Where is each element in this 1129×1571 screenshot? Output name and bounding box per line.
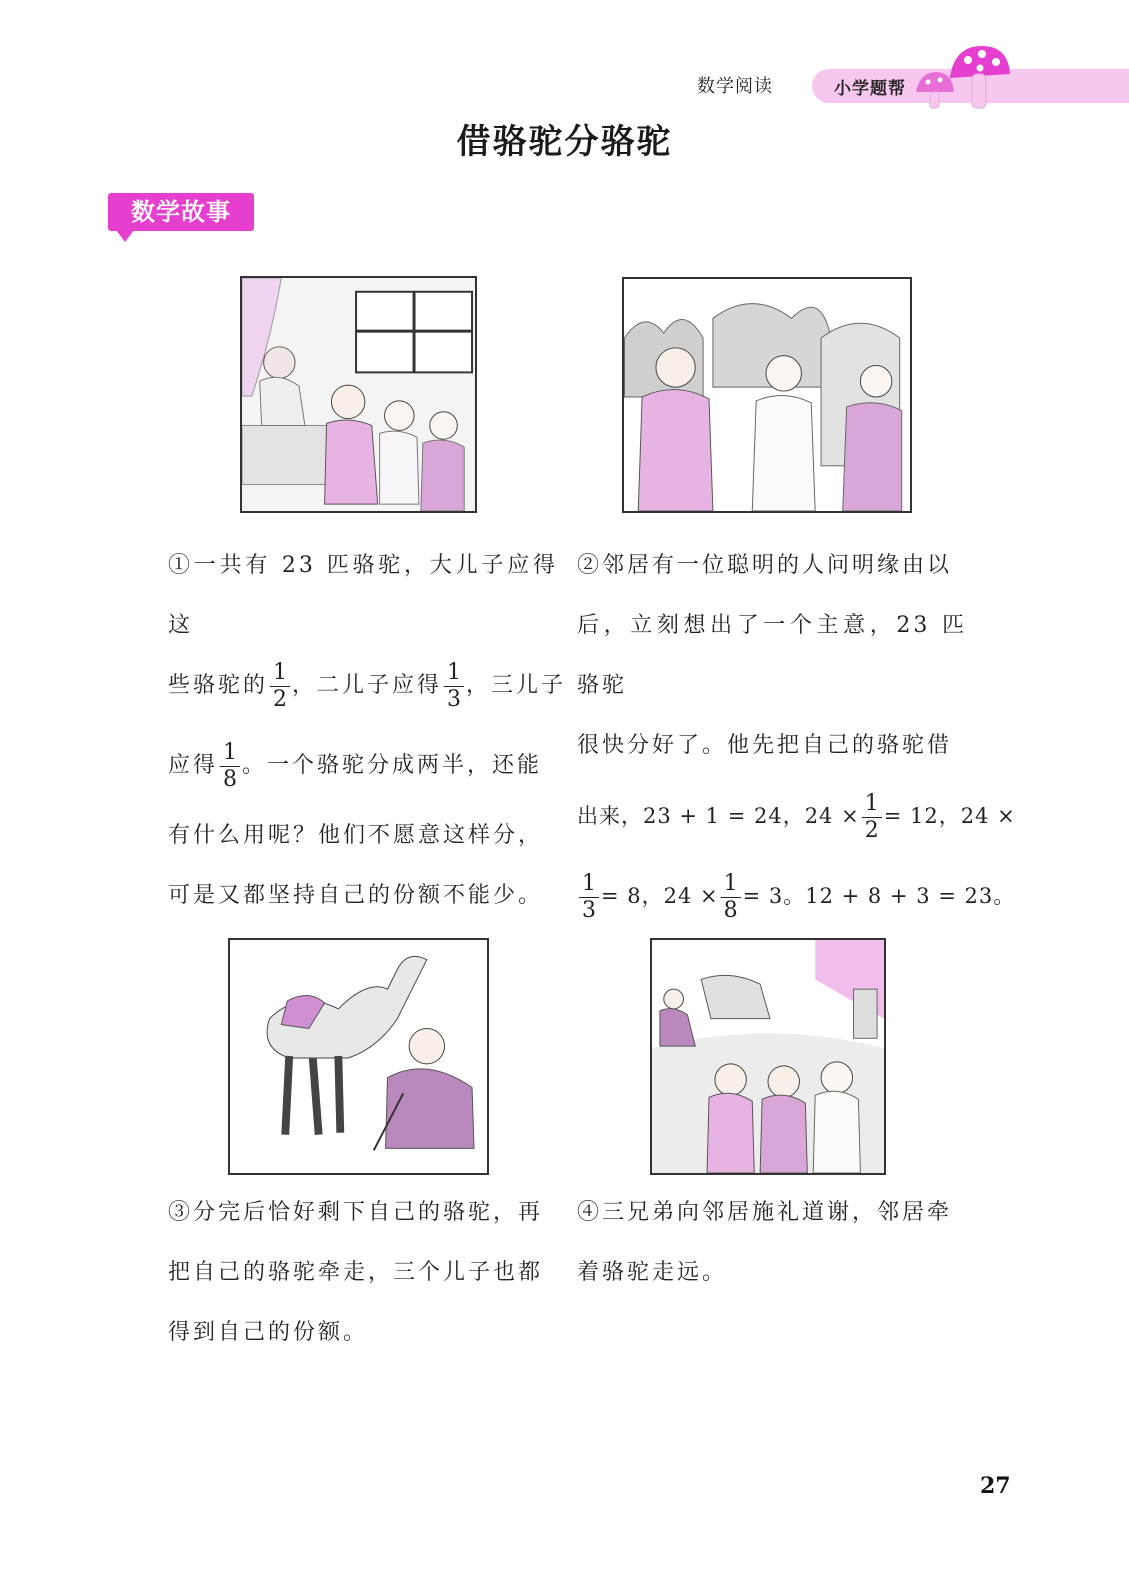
caption-1-line: 有什么用呢？他们不愿意这样分， xyxy=(168,823,544,848)
equation-text: = 3。12 + 8 + 3 = 23。 xyxy=(742,884,1016,908)
caption-4 xyxy=(577,1183,967,1303)
caption-1-line: 可是又都坚持自己的份额不能少。 xyxy=(168,883,544,908)
header-section-label: 数学阅读 xyxy=(697,76,773,97)
caption-2-line: 很快分好了。他先把自己的骆驼借 xyxy=(577,733,953,758)
denominator: 8 xyxy=(723,898,738,923)
caption-1-line xyxy=(168,656,567,716)
caption-2-line: 后，立刻想出了一个主意，23 匹骆驼 xyxy=(577,613,967,698)
fraction xyxy=(862,793,882,842)
fraction xyxy=(220,739,240,792)
caption-2-line xyxy=(577,866,1016,926)
numerator: 1 xyxy=(444,662,464,687)
numerator: 1 xyxy=(862,793,882,818)
camels-and-brothers-illustration xyxy=(624,279,910,511)
caption-3-line: ③分完后恰好剩下自己的骆驼，再 xyxy=(168,1200,544,1225)
caption-4-line: ④三兄弟向邻居施礼道谢，邻居牵 xyxy=(577,1200,953,1225)
numerator: 1 xyxy=(721,873,741,898)
caption-2 xyxy=(577,536,1016,926)
illustration-2 xyxy=(622,277,912,513)
caption-text: ，二儿子应得 xyxy=(292,673,443,698)
numerator: 1 xyxy=(220,742,240,767)
equation-text: 出来，23 + 1 = 24，24 × xyxy=(577,804,860,828)
section-tag: 数学故事 xyxy=(108,193,254,231)
denominator: 8 xyxy=(223,766,238,792)
page-title: 借骆驼分骆驼 xyxy=(456,122,673,162)
caption-text: 。一个骆驼分成两半，还能 xyxy=(242,753,543,778)
caption-1-line xyxy=(168,736,558,796)
caption-3-line: 得到自己的份额。 xyxy=(168,1320,369,1345)
numerator: 1 xyxy=(579,873,599,898)
caption-text: ，三儿子 xyxy=(466,673,567,698)
caption-2-line: ②邻居有一位聪明的人问明缘由以 xyxy=(577,553,953,578)
neighbor-and-camel-illustration xyxy=(230,940,487,1173)
fraction xyxy=(444,659,464,712)
denominator: 3 xyxy=(582,898,596,923)
illustration-3 xyxy=(228,938,489,1175)
equation-text: = 8，24 × xyxy=(601,884,719,908)
equation-text: = 12，24 × xyxy=(883,804,1016,828)
denominator: 3 xyxy=(447,686,462,712)
illustration-4 xyxy=(650,938,886,1175)
numerator: 1 xyxy=(270,662,290,687)
header-brand-label: 小学题帮 xyxy=(834,79,906,99)
illustration-1 xyxy=(240,276,477,513)
page-number: 27 xyxy=(980,1473,1011,1499)
caption-2-line xyxy=(577,786,1016,846)
mushroom-icon xyxy=(910,40,1010,112)
caption-text: 些骆驼的 xyxy=(168,673,269,698)
caption-4-line: 着骆驼走远。 xyxy=(577,1260,728,1285)
denominator: 2 xyxy=(864,818,879,843)
caption-1-line: ①一共有 23 匹骆驼，大儿子应得这 xyxy=(168,553,558,638)
caption-3-line: 把自己的骆驼牵走，三个儿子也都 xyxy=(168,1260,544,1285)
denominator: 2 xyxy=(273,686,288,712)
fraction xyxy=(579,873,599,922)
brothers-thanking-illustration xyxy=(652,940,884,1173)
fraction xyxy=(721,873,741,922)
caption-3 xyxy=(168,1183,558,1363)
caption-1 xyxy=(168,536,567,926)
section-tag-tail xyxy=(116,230,134,242)
fraction xyxy=(270,659,290,712)
caption-text: 应得 xyxy=(168,753,219,778)
sickbed-scene-illustration xyxy=(242,278,475,511)
